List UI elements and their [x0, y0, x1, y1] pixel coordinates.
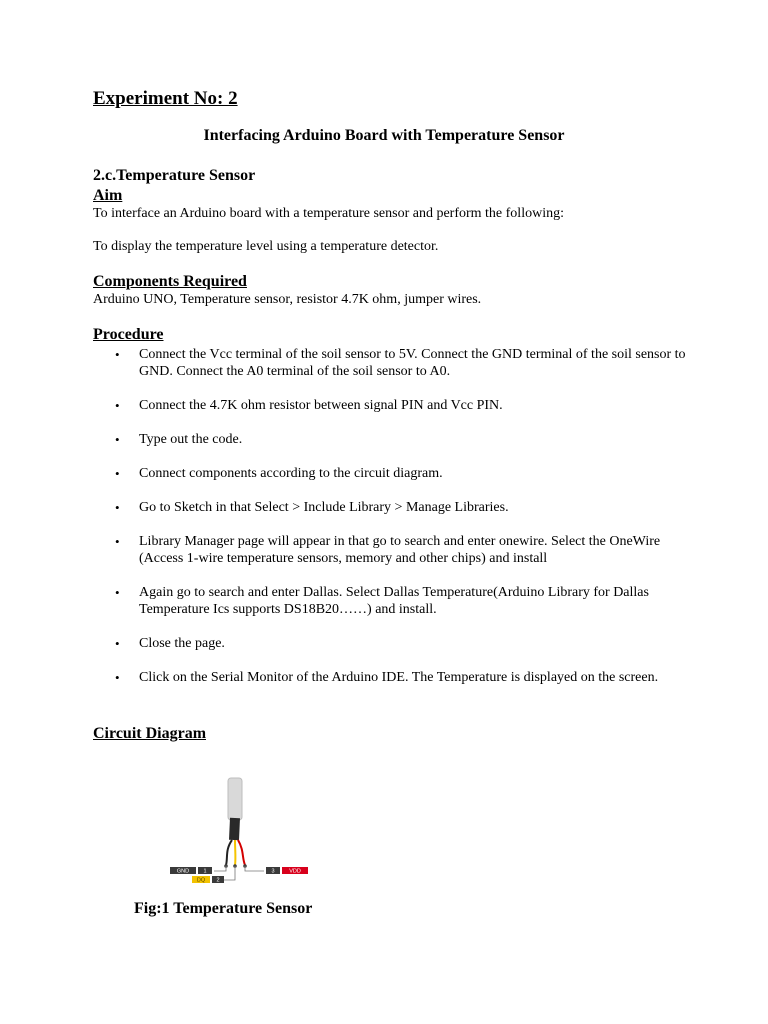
procedure-step	[93, 465, 693, 482]
aim-text: To interface an Arduino board with a temperature sensor and perform the following:	[93, 206, 564, 221]
temperature-sensor-figure	[150, 770, 320, 890]
procedure-step	[93, 584, 693, 618]
procedure-heading: Procedure	[93, 326, 164, 343]
procedure-step-text: Connect the 4.7K ohm resistor between signal PIN and Vcc PIN.	[139, 398, 503, 413]
procedure-step	[93, 397, 693, 414]
procedure-step	[93, 533, 693, 567]
bullet-icon: •	[115, 670, 120, 685]
pin2-label: 2	[216, 877, 220, 884]
bullet-icon: •	[115, 432, 120, 447]
aim-heading: Aim	[93, 187, 123, 204]
procedure-step-text: Click on the Serial Monitor of the Arduino IDE. The Temperature is displayed on the screen.	[139, 670, 659, 685]
probe-cable	[234, 818, 235, 840]
bullet-icon: •	[115, 534, 120, 549]
black-wire	[226, 840, 232, 865]
bullet-icon: •	[115, 398, 120, 413]
pin1-label: 1	[203, 868, 207, 875]
procedure-step-text: Again go to search and enter Dallas. Select Dallas Temperature(Arduino Library for Dallas Temperature Ics supports DS18B20……) and install.	[139, 585, 649, 617]
experiment-title: Experiment No: 2	[93, 88, 238, 109]
figure-caption: Fig:1 Temperature Sensor	[134, 900, 313, 917]
procedure-step-text: Close the page.	[139, 636, 225, 651]
bullet-icon: •	[115, 500, 120, 515]
gnd-label: GND	[176, 868, 190, 875]
procedure-list	[93, 346, 693, 703]
aim-objective: To display the temperature level using a temperature detector.	[93, 239, 439, 254]
leader-line	[214, 866, 226, 871]
procedure-step	[93, 635, 693, 652]
procedure-step-text: Type out the code.	[139, 432, 243, 447]
procedure-step	[93, 499, 693, 516]
procedure-step	[93, 431, 693, 448]
circuit-heading: Circuit Diagram	[93, 725, 207, 742]
components-text: Arduino UNO, Temperature sensor, resistor 4.7K ohm, jumper wires.	[93, 292, 482, 307]
procedure-step-text: Go to Sketch in that Select > Include Library > Manage Libraries.	[139, 500, 509, 515]
bullet-icon: •	[115, 466, 120, 481]
probe-body	[228, 778, 242, 820]
section-title: 2.c.Temperature Sensor	[93, 167, 256, 184]
procedure-step-text: Connect components according to the circuit diagram.	[139, 466, 443, 481]
procedure-step-text: Connect the Vcc terminal of the soil sensor to 5V. Connect the GND terminal of the soil sensor to GND. Connect the A0 terminal of the soil sensor to A0.	[139, 347, 686, 379]
pin3-label: 3	[271, 868, 275, 875]
bullet-icon: •	[115, 636, 120, 651]
red-wire	[238, 840, 245, 865]
document-title: Interfacing Arduino Board with Temperature Sensor	[203, 127, 565, 144]
procedure-step	[93, 669, 693, 686]
leader-line	[245, 866, 264, 871]
vdd-label: VDD	[289, 868, 301, 875]
procedure-step-text: Library Manager page will appear in that go to search and enter onewire. Select the OneWire (Access 1-wire temperature sensors, memory and other chips) and install	[139, 534, 661, 566]
components-heading: Components Required	[93, 273, 247, 290]
procedure-step	[93, 346, 693, 380]
dq-label: DQ	[196, 877, 206, 884]
bullet-icon: •	[115, 585, 120, 600]
bullet-icon: •	[115, 347, 120, 362]
